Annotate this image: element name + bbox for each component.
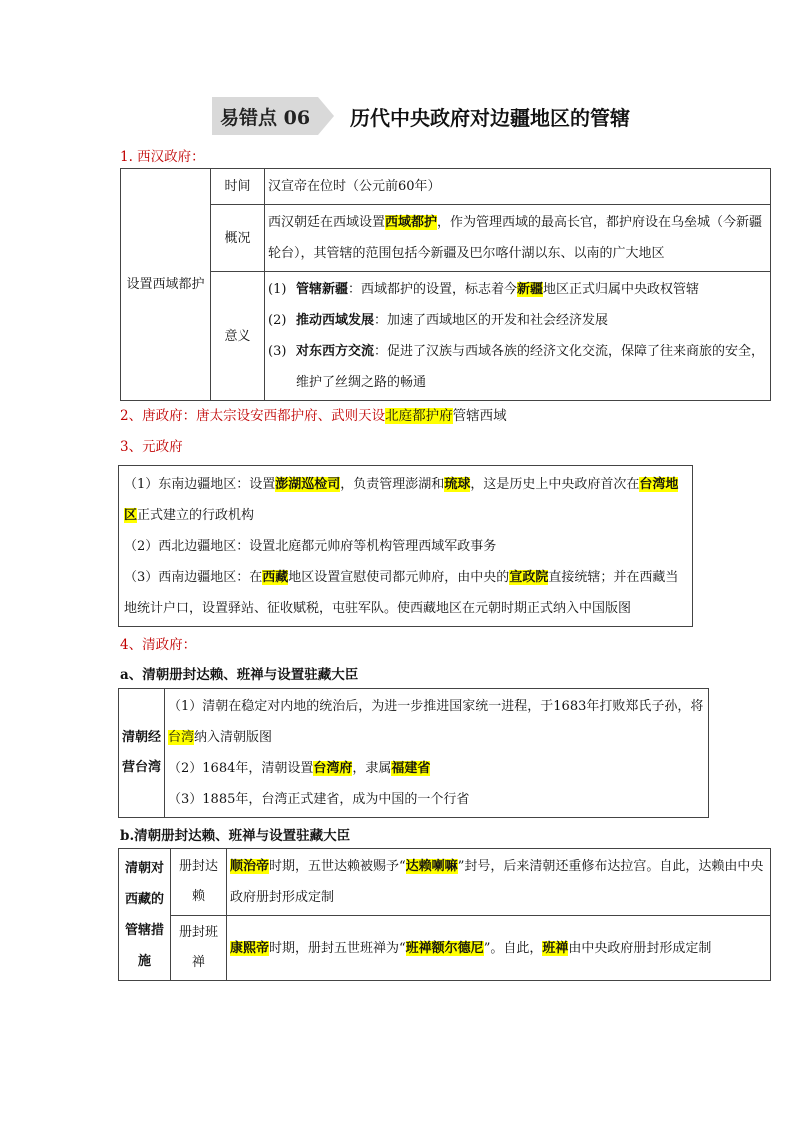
section2-text-post: 管辖西域 (452, 408, 507, 424)
text: ，这是历史上中央政府首次在 (470, 477, 640, 492)
section1-heading: 1. 西汉政府： (120, 149, 205, 165)
section2-highlight: 北庭都护府 (385, 408, 453, 424)
section4-sub-b: b.清朝册封达赖、班禅与设置驻藏大臣 (120, 828, 351, 844)
item-num: (2) (268, 313, 287, 328)
highlight: 台湾 (168, 730, 195, 745)
section2-text: 2、唐政府：唐太宗设安西都护府、武则天设 (120, 408, 386, 424)
text: 正式建立的行政机构 (137, 508, 255, 523)
title-badge-text: 易错点 06 (220, 106, 311, 129)
taiwan-item-2 (168, 753, 705, 784)
text: ”。自此， (483, 940, 543, 956)
yuan-item-2: （2）西北边疆地区：设置北庭都元帅府等机构管理西域军政事务 (124, 539, 497, 554)
overview-text (265, 205, 771, 272)
item-text-post: 地区正式归属中央政权管辖 (543, 282, 700, 297)
taiwan-table (118, 688, 709, 818)
text: 地区设置宣慰使司都元帅府，由中央的 (288, 570, 510, 585)
taiwan-item-3: （3）1885年，台湾正式建省，成为中国的一个行省 (168, 792, 470, 807)
tibet-row-label-2: 册封班禅 (171, 916, 227, 981)
text: 直接统辖；并在西藏当地统计户口，设置驿站、征收赋税，屯驻军队。使西藏地区在元朝时期正式纳入中国版图 (124, 570, 679, 616)
highlight: 琉球 (444, 477, 471, 492)
highlight: 班禅额尔德尼 (405, 940, 484, 956)
text: （2）1684年，清朝设置 (168, 761, 314, 776)
text: 时期，册封五世班禅为“ (269, 940, 406, 956)
taiwan-content (165, 689, 709, 818)
item-text: ：西域都护的设置，标志着今 (348, 282, 518, 297)
tibet-label: 清朝对西藏的管辖措施 (119, 849, 171, 981)
highlight: 台湾地区 (124, 477, 679, 523)
significance-list (265, 272, 771, 401)
text: ”封号，后来清朝还重修布达拉宫。自此，达赖由中央政府册封形成定制 (230, 859, 764, 905)
overview-pre: 西汉朝廷在西域设置 (268, 215, 386, 230)
tibet-row-label-1: 册封达赖 (171, 849, 227, 916)
highlight: 宣政院 (509, 570, 549, 585)
tibet-row-text-2 (227, 916, 771, 981)
section3-box (118, 465, 693, 627)
time-text: 汉宣帝在位时（公元前60年） (265, 169, 771, 205)
highlight: 澎湖巡检司 (275, 477, 341, 492)
highlight: 康熙帝 (230, 940, 270, 956)
item-highlight: 新疆 (517, 282, 544, 297)
title-banner (212, 97, 630, 135)
label-overview: 概况 (211, 205, 265, 272)
section2-line (120, 404, 507, 424)
taiwan-label: 清朝经营台湾 (119, 689, 165, 818)
text: （1）东南边疆地区：设置 (124, 477, 276, 492)
tibet-table (118, 848, 771, 981)
text: （1）清朝在稳定对内地的统治后，为进一步推进国家统一进程，于1683年打败郑氏子孙，将 (168, 699, 704, 714)
significance-item (268, 336, 767, 398)
section1-row-label-text: 设置西域都护 (126, 276, 205, 292)
label-significance: 意义 (211, 272, 265, 401)
highlight: 班禅 (542, 940, 569, 956)
section3-heading: 3、元政府 (120, 439, 183, 455)
item-bold: 对东西方交流 (296, 344, 375, 359)
title-badge (212, 97, 318, 135)
section1-row-label (121, 169, 211, 401)
highlight: 达赖喇嘛 (405, 859, 458, 874)
text: （3）西南边疆地区：在 (124, 570, 263, 585)
yuan-item-3 (124, 562, 687, 624)
text: 由中央政府册封形成定制 (568, 940, 712, 956)
text: ，隶属 (352, 761, 392, 776)
highlight: 西藏 (262, 570, 289, 585)
label-time: 时间 (211, 169, 265, 205)
item-num: (3) (268, 344, 287, 359)
significance-item (268, 305, 767, 336)
highlight: 台湾府 (313, 761, 353, 776)
yuan-item-1 (124, 469, 687, 531)
section1-table (120, 168, 771, 401)
text: 时期，五世达赖被赐予“ (269, 859, 406, 874)
highlight: 福建省 (391, 761, 431, 776)
section4-heading: 4、清政府： (120, 637, 197, 653)
item-text: ：加速了西域地区的开发和社会经济发展 (374, 313, 609, 328)
overview-highlight: 西域都护 (385, 215, 438, 230)
item-num: (1) (268, 282, 287, 297)
text: 纳入清朝版图 (194, 730, 273, 745)
section4-sub-a: a、清朝册封达赖、班禅与设置驻藏大臣 (120, 667, 359, 683)
highlight: 顺治帝 (230, 859, 270, 874)
tibet-row-text-1 (227, 849, 771, 916)
significance-item (268, 274, 767, 305)
item-text: ：促进了汉族与西域各族的经济文化交流，保障了往来商旅的安全，维护了丝绸之路的畅通 (296, 344, 765, 390)
item-bold: 推动西域发展 (296, 313, 375, 328)
text: ，负责管理澎湖和 (340, 477, 445, 492)
page-title: 历代中央政府对边疆地区的管辖 (350, 105, 630, 130)
item-bold: 管辖新疆 (296, 282, 349, 297)
overview-post: ，作为管理西域的最高长官，都护府设在乌垒城（今新疆轮台），其管辖的范围包括今新疆及巴尔喀什湖以东、以南的广大地区 (268, 215, 763, 261)
taiwan-item-1 (168, 691, 705, 753)
